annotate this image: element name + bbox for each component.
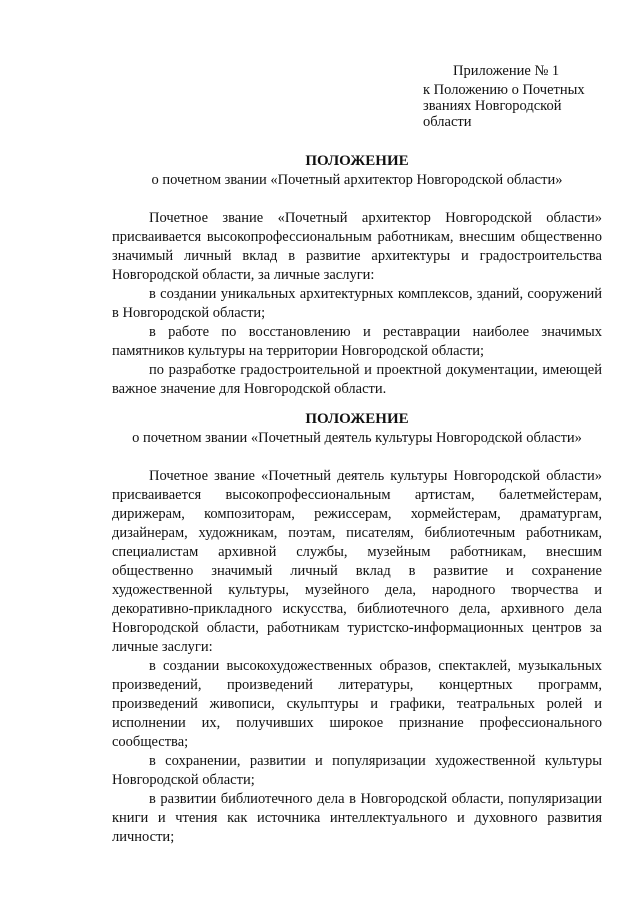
body-paragraph: в создании высокохудожественных образов, спектаклей, музыкальных произведений, произведений литературы, концертных программ, произведений живописи, скульптуры и графики, театральных ролей и исполнении их, получивших широкое признание профессионального сообщества; [112,658,602,750]
appendix-header [423,63,623,130]
body-paragraph: по разработке градостроительной и проектной документации, имеющей важное значение для Новгородской области. [112,362,602,397]
section-subtitle: о почетном звании «Почетный архитектор Новгородской области» [151,172,563,188]
appendix-reference-line: к Положению о Почетных [423,82,585,98]
appendix-number: Приложение № 1 [453,63,560,79]
section-title: ПОЛОЖЕНИЕ [305,411,409,427]
body-paragraph: Почетное звание «Почетный архитектор Новгородской области» присваивается высокопрофессиональным работникам, внесшим общественно значимый личный вклад в развитие архитектуры и градостроительства Новгородской области, за личные заслуги: [112,210,602,283]
body-paragraph: в создании уникальных архитектурных комплексов, зданий, сооружений в Новгородской области; [112,286,602,321]
body-paragraph: Почетное звание «Почетный деятель культуры Новгородской области» присваивается высокопрофессиональным артистам, балетмейстерам, дирижерам, композиторам, режиссерам, хормейстерам, драматургам, дизайнерам, художникам, поэтам, писателям, библиотечным работникам, специалистам архивной службы, музейным работникам, внесшим общественно значимый личный вклад в развитие и сохранение художественной культуры, музейного дела, народного творчества и декоративно-прикладного искусства, библиотечного дела, архивного дела Новгородской области, работникам туристско-информационных центров за личные заслуги: [112,468,602,655]
appendix-reference-line: области [423,114,472,130]
section-title: ПОЛОЖЕНИЕ [305,153,409,169]
appendix-reference-line: званиях Новгородской [423,98,562,114]
section-subtitle: о почетном звании «Почетный деятель культуры Новгородской области» [132,430,582,446]
regulation-section-architect [112,152,602,399]
body-paragraph: в работе по восстановлению и реставрации наиболее значимых памятников культуры на территории Новгородской области; [112,324,602,359]
section-body [112,209,602,399]
body-paragraph: в сохранении, развитии и популяризации художественной культуры Новгородской области; [112,753,602,788]
body-paragraph: в развитии библиотечного дела в Новгородской области, популяризации книги и чтения как источника интеллектуального и духовного развития личности; [112,791,602,845]
section-body [112,467,602,847]
regulation-section-culture [112,410,602,847]
